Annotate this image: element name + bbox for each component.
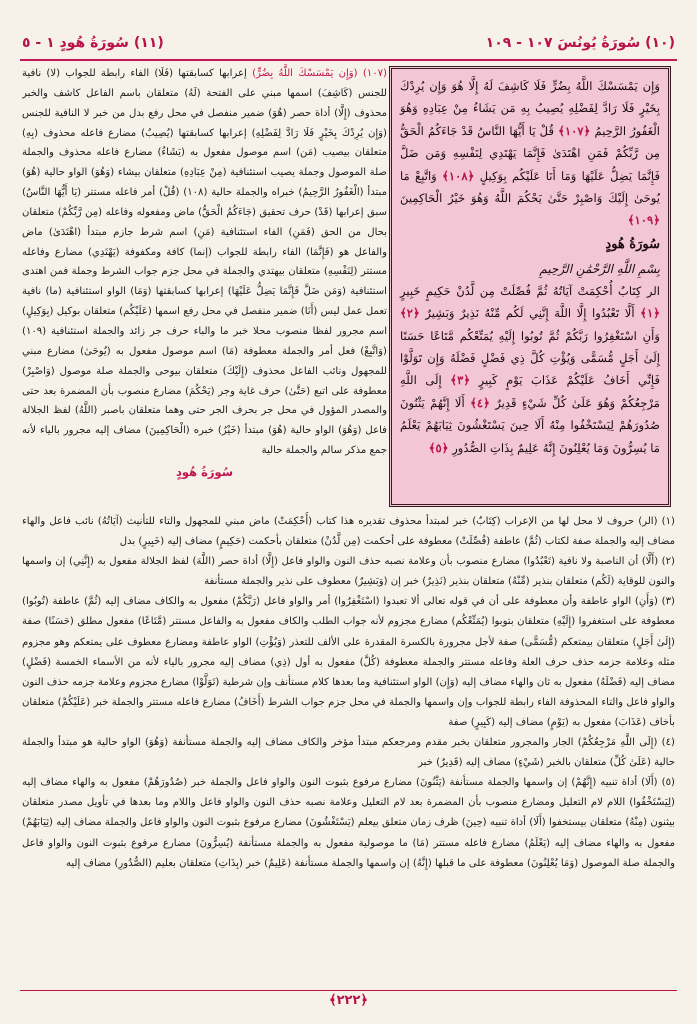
commentary-paragraph-5: (٥) (أَلَا) أداة تنبيه (إِنَّهُمْ) إن واسمها والجملة مستأنفة (يَثْنُونَ) مضارع مرفوع بثبوت النون والواو فاعل والجملة خبر (صُدُورَهُمْ) مفعول به والهاء مضاف إليه (لِيَسْتَخْفُوا) اللام لام التعليل ومضارع منصوب بأن المضمرة بعد لام التعليل وعلامة نصبه حذف النون والواو فاعل واللام وما بعدها في تأويل مصدر متعلقان بيثنون (مِنْهُ) متعلقان بيستخفوا (أَلَا) أداة تنبيه (حِينَ) ظرف زمان متعلق بيعلم (يَسْتَغْشُونَ) مضارع مرفوع بثبوت النون والواو فاعل والجملة مضاف إليه (ثِيَابَهُمْ) مفعول به والهاء مضاف إليه (يَعْلَمُ) مضارع فاعله مستتر (مَا) ما موصولية مفعول به والجملة مستأنفة (يُسِرُّونَ) مضارع مرفوع بثبوت النون والواو فاعل والجملة صلة الموصول (وَمَا يُعْلِنُونَ) معطوفة على ما قبلها (إِنَّهُ) إن واسمها والجملة مستأنفة (عَلِيمٌ) خبر (بِذَاتِ) متعلقان بعليم (الصُّدُورِ) مضاف إليه: [22, 777, 675, 869]
commentary-paragraph-2: (٢) (أَلَّا) أن الناصبة ولا نافية (تَعْبُدُوا) مضارع منصوب بأن وعلامة نصبه حذف النون والواو فاعل (إِلَّا) أداة حصر (اللَّهَ) لفظ الجلالة مفعول به (إِنَّنِي) إن واسمها والنون للوقاية (لَكُم) متعلقان بنذير (مِّنْهُ) متعلقان بنذير (نَذِيرٌ) خبر إن (وَبَشِيرٌ) معطوف على نذير والجملة مستأنفة: [22, 556, 675, 588]
commentary-heading-107: (١٠٧) (وَإِن يَمْسَسْكَ اللَّهُ بِضُرٍّ): [252, 68, 387, 79]
footer-rule: [20, 990, 677, 991]
quran-text-box: [389, 66, 671, 507]
surah-title: سُورَةُ هُودٍ: [605, 236, 660, 252]
basmala: بِسْمِ اللَّهِ الرَّحْمَٰنِ الرَّحِيمِ: [539, 261, 660, 276]
page-number: ﴿٢٢٢﴾: [328, 993, 369, 1008]
ayah-107: وَإِن يَمْسَسْكَ اللَّهُ بِضُرٍّ فَلَا كَاشِفَ لَهُ إِلَّا هُوَ وَإِن يُرِدْكَ بِخَيْرٍ فَلَا رَادَّ لِفَضْلِهِ يُصِيبُ بِهِ مَن يَشَاءُ مِنْ عِبَادِهِ وَهُوَ الْغَفُورُ الرَّحِيمُ: [400, 79, 660, 138]
ayah-109: وَاتَّبِعْ مَا يُوحَىٰ إِلَيْكَ وَاصْبِرْ حَتَّىٰ يَحْكُمَ اللَّهُ وَهُوَ خَيْرُ الْحَاكِمِينَ: [400, 168, 660, 206]
commentary-top: [22, 64, 387, 510]
commentary-paragraph-1: (١) (الر) حروف لا محل لها من الإعراب (كِتَابٌ) خبر لمبتدأ محذوف تقديره هذا كتاب (أُحْكِمَتْ) ماض مبني للمجهول والتاء للتأنيث (آيَاتُهُ) نائب فاعل والهاء مضاف إليه والجملة صفة لكتاب (ثُمَّ) عاطفة (فُصِّلَتْ) معطوفة على أحكمت (مِن لَّدُنْ) متعلقان بأحكمت (حَكِيمٍ) مضاف إليه (خَبِيرٍ) بدل: [22, 516, 675, 548]
ayah-108: قُلْ يَا أَيُّهَا النَّاسُ قَدْ جَاءَكُمُ الْحَقُّ مِن رَّبِّكُمْ فَمَنِ اهْتَدَىٰ فَإِنَّمَا يَهْتَدِي لِنَفْسِهِ وَمَن ضَلَّ فَإِنَّمَا يَضِلُّ عَلَيْهَا وَمَا أَنَا عَلَيْكُم بِوَكِيلٍ: [400, 123, 660, 183]
header-surah-hud: (١١) سُورَةُ هُودٍ ١ - ٥: [22, 35, 164, 51]
page-header: [22, 26, 675, 60]
ayah-number-107: ﴿١٠٧﴾: [558, 123, 591, 138]
ayah-number-4: ﴿٤﴾: [470, 395, 490, 410]
header-surah-yunus: (١٠) سُورَةُ يُونُسَ ١٠٧ - ١٠٩: [485, 35, 675, 51]
commentary-paragraph-4: (٤) (إِلَى اللَّهِ مَرْجِعُكُمْ) الجار والمجرور متعلقان بخبر مقدم ومرجعكم مبتدأ مؤخر والكاف مضاف إليه والجملة مستأنفة (وَهُوَ) الواو حالية هو مبتدأ والجملة حالية (عَلَىٰ كُلِّ) متعلقان بالخبر (شَيْءٍ) مضاف إليه (قَدِيرٌ) خبر: [22, 737, 675, 769]
commentary-full: [22, 512, 675, 984]
ayah-number-109: ﴿١٠٩﴾: [627, 213, 660, 228]
ayah-3: وَأَنِ اسْتَغْفِرُوا رَبَّكُمْ ثُمَّ تُوبُوا إِلَيْهِ يُمَتِّعْكُم مَّتَاعًا حَسَنًا إِلَىٰ أَجَلٍ مُّسَمًّى وَيُؤْتِ كُلَّ ذِي فَضْلٍ فَضْلَهُ وَإِن تَوَلَّوْا فَإِنِّي أَخَافُ عَلَيْكُمْ عَذَابَ يَوْمٍ كَبِيرٍ: [400, 328, 660, 388]
ayah-number-1: ﴿١﴾: [640, 306, 660, 321]
ayah-2: أَلَّا تَعْبُدُوا إِلَّا اللَّهَ إِنَّنِي لَكُم مِّنْهُ نَذِيرٌ وَبَشِيرٌ: [425, 306, 635, 321]
ayah-number-5: ﴿٥﴾: [428, 440, 449, 455]
header-rule: [20, 59, 677, 61]
ayah-number-108: ﴿١٠٨﴾: [442, 168, 475, 183]
commentary-text-top: إعرابها كسابقتها (فَلَا) الفاء رابطة للجواب (لا) نافية للجنس (كَاشِفَ) اسمها مبني على الفتحة (لَهُ) متعلقان باسم الفاعل كاشف والخبر محذوف (إِلَّا) أداة حصر (هُوَ) ضمير منفصل في محل رفع بدل من خبر لا النافية للجنس (وَإِن يُرِدْكَ بِخَيْرٍ فَلَا رَادَّ لِفَضْلِهِ) إعرابها كسابقتها (يُصِيبُ) مضارع فاعله محذوف (بِهِ) متعلقان بيصيب (مَن) اسم موصول مفعول به (يَشَاءُ) مضارع فاعله محذوف والجملة صلة الموصول وجملة يصيب استئنافية (مِنْ عِبَادِهِ) متعلقان بيشاء (وَهُوَ) الواو حالية (هُوَ) مبتدأ (الْغَفُورُ الرَّحِيمُ) خبراه والجملة حالية (١٠٨) (قُلْ) أمر فاعله مستتر (يَا أَيُّهَا النَّاسُ) سبق إعرابها (قَدْ) حرف تحقيق (جَاءَكُمُ الْحَقُّ) ماض ومفعوله وفاعله (مِن رَّبِّكُمْ) متعلقان بحال من الحق (فَمَنِ) الفاء استئنافية (مَنِ) اسم شرط جازم مبتدأ (اهْتَدَىٰ) ماض والفاعل هو (فَإِنَّمَا) الفاء رابطة للجواب (إنما) كافة ومكفوفة (يَهْتَدِي) مضارع وفاعله مستتر (لِنَفْسِهِ) متعلقان بيهتدي والجملة في محل جزم جواب الشرط وجملة فمن اهتدى استئنافية (وَمَن ضَلَّ فَإِنَّمَا يَضِلُّ عَلَيْهَا) إعرابها كسابقتها (وَمَا) الواو استئنافية (ما) نافية تعمل عمل ليس (أَنَا) ضمير منفصل في محل رفع اسمها (عَلَيْكُم) متعلقان بوكيل (بِوَكِيلٍ) اسم مجرور لفظا منصوب محلا خبر ما والباء حرف جر زائد والجملة استئنافية (١٠٩) (وَاتَّبِعْ) فعل أمر والجملة معطوفة (مَا) اسم موصول مفعول به (يُوحَىٰ) مضارع مبني للمجهول ونائب الفاعل محذوف (إِلَيْكَ) متعلقان بيوحى والجملة صلة موصول (وَاصْبِرْ) معطوفة على اتبع (حَتَّىٰ) حرف غاية وجر (يَحْكُمَ) مضارع منصوب بأن المضمرة بعد حتى والمصدر المؤول في محل جر بحرف الجر حتى وهما متعلقان باصبر (اللَّهُ) لفظ الجلالة فاعل (وَهُوَ) الواو حالية (هُوَ) مبتدأ (خَيْرُ) خبره (الْحَاكِمِينَ) مضاف إليه مجرور بالياء لأنه جمع مذكر سالم والجملة حالية: [22, 68, 387, 457]
ayah-5: أَلَا إِنَّهُمْ يَثْنُونَ صُدُورَهُمْ لِيَسْتَخْفُوا مِنْهُ أَلَا حِينَ يَسْتَغْشُونَ ثِيَابَهُمْ يَعْلَمُ مَا يُسِرُّونَ وَمَا يُعْلِنُونَ إِنَّهُ عَلِيمٌ بِذَاتِ الصُّدُورِ: [400, 395, 660, 455]
ayah-1: الر كِتَابٌ أُحْكِمَتْ آيَاتُهُ ثُمَّ فُصِّلَتْ مِن لَّدُنْ حَكِيمٍ خَبِيرٍ: [400, 283, 660, 298]
ayah-number-2: ﴿٢﴾: [400, 306, 420, 321]
commentary-surah-title: سُورَةُ هُودٍ: [175, 464, 234, 479]
ayah-number-3: ﴿٣﴾: [450, 373, 471, 388]
commentary-paragraph-3: (٣) (وَأَنِ) الواو عاطفة وأن معطوفة على أن في قوله تعالى ألا تعبدوا (اسْتَغْفِرُوا) أمر والواو فاعل (رَبَّكُمْ) مفعول به والكاف مضاف إليه (ثُمَّ) عاطفة (تُوبُوا) معطوفة على استغفروا (إِلَيْهِ) متعلقان بتوبوا (يُمَتِّعْكُم) مضارع مجزوم لأنه جواب الطلب والكاف مفعول به والفاعل مستتر (مَّتَاعًا) مفعول مطلق (حَسَنًا) صفة (إِلَىٰ أَجَلٍ) متعلقان بيمتعكم (مُّسَمًّى) صفة لأجل مجرورة بالكسرة المقدرة على الألف للتعذر (وَيُؤْتِ) الواو عاطفة ومضارع معطوف على يمتعكم وهو مجزوم مثله وعلامة جزمه حذف حرف العلة وفاعله مستتر والجملة معطوفة (كُلَّ) مفعول به أول (ذِي) مضاف إليه مجرور بالياء لأنه من الأسماء الخمسة (فَضْلٍ) مضاف إليه (فَضْلَهُ) مفعول به ثان والهاء مضاف إليه (وَإِن) الواو استئنافية وما بعدها كلام مستأنف وإن شرطية (تَوَلَّوْا) مضارع مجزوم وعلامة جزمه حذف النون والواو فاعل والتاء المحذوفة الفاء رابطة للجواب وإن واسمها والجملة في محل جزم جواب الشرط (أَخَافُ) مضارع فاعله مستتر والجملة خبر (عَلَيْكُمْ) متعلقان بأخاف (عَذَابَ) مفعول به (يَوْمٍ) مضاف إليه (كَبِيرٍ) صفة: [22, 596, 675, 728]
ayah-4: إِلَى اللَّهِ مَرْجِعُكُمْ وَهُوَ عَلَىٰ كُلِّ شَيْءٍ قَدِيرٌ: [400, 373, 660, 410]
